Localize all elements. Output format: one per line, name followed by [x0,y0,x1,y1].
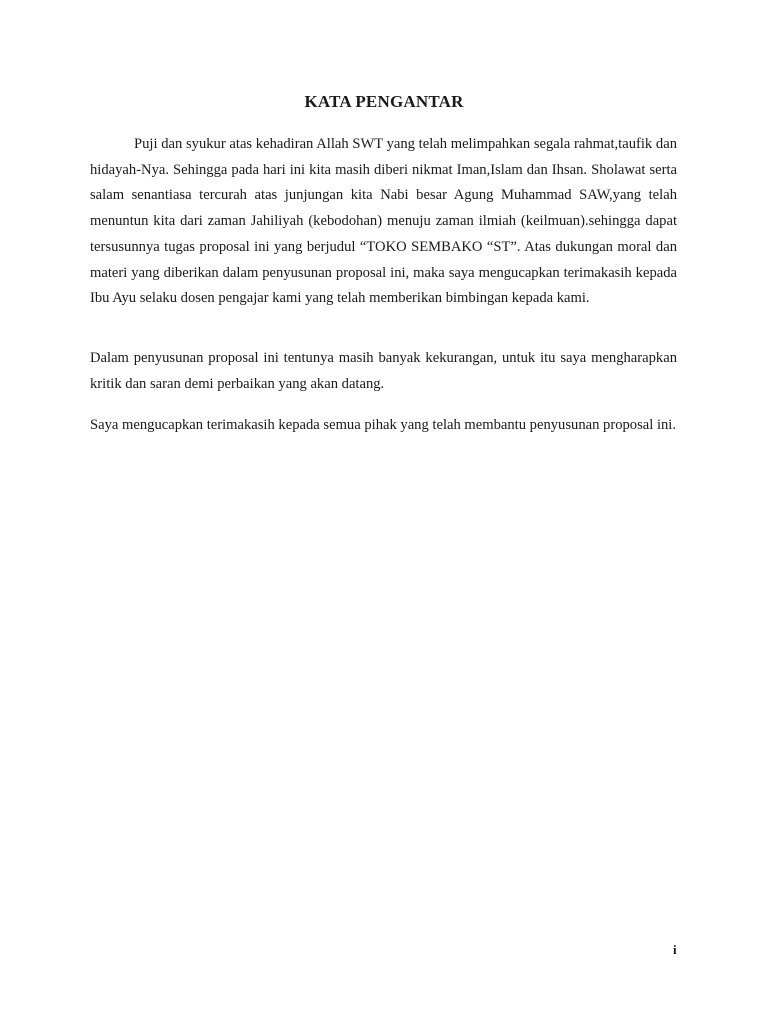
paragraph-feedback-request: Dalam penyusunan proposal ini tentunya masih banyak kekurangan, untuk itu saya mengharapkan kritik dan saran demi perbaikan yang akan datang. [90,350,677,392]
paragraph-acknowledgement: Puji dan syukur atas kehadiran Allah SWT yang telah melimpahkan segala rahmat,taufik dan hidayah-Nya. Sehingga pada hari ini kita masih diberi nikmat Iman,Islam dan Ihsan. Sholawat serta salam senantiasa tercurah atas junjungan kita Nabi besar Agung Muhammad SAW,yang telah menuntun kita dari zaman Jahiliyah (kebodohan) menuju zaman ilmiah (keilmuan).sehingga dapat tersusunnya tugas proposal ini yang berjudul “TOKO SEMBAKO “ST”. Atas dukungan moral dan materi yang diberikan dalam penyusunan proposal ini, maka saya mengucapkan terimakasih kepada Ibu Ayu selaku dosen pengajar kami yang telah memberikan bimbingan kepada kami. [90,136,677,307]
paragraph-thanks: Saya mengucapkan terimakasih kepada semua pihak yang telah membantu penyusunan proposal ini. [90,417,677,433]
page-title: KATA PENGANTAR [304,92,464,111]
page-number: i [673,942,677,957]
